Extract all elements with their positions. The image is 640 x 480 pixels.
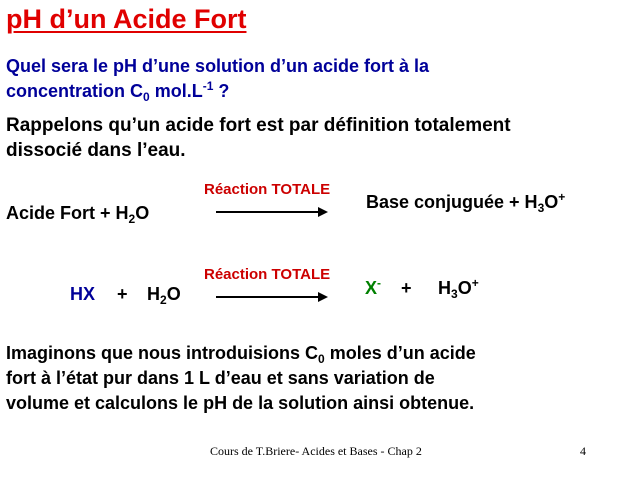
equation2-hydronium-h: H bbox=[438, 278, 451, 298]
equation1-arrow-label: Réaction TOTALE bbox=[204, 181, 331, 198]
question-line-2 bbox=[6, 79, 429, 104]
recall-line-2: dissocié dans l’eau. bbox=[6, 140, 186, 161]
equation2-water-subscript: 2 bbox=[160, 293, 167, 307]
equation2-hydronium bbox=[438, 278, 479, 299]
equation2-hydronium-charge: + bbox=[471, 276, 479, 290]
question-concentration-text: concentration C bbox=[6, 81, 144, 101]
equation1-products-oxygen: O bbox=[544, 192, 559, 212]
equation1-reactants-text: Acide Fort + H bbox=[6, 203, 129, 223]
paragraph-line-2: fort à l’état pur dans 1 L d’eau et sans variation de bbox=[6, 368, 435, 388]
equation1-products-text: Base conjuguée + H bbox=[366, 192, 538, 212]
equation2-x-charge: - bbox=[377, 276, 382, 290]
equation1-products-subscript: 3 bbox=[537, 201, 545, 215]
equation2-arrow-label: Réaction TOTALE bbox=[204, 266, 331, 283]
question-text bbox=[6, 54, 429, 104]
equation1-subscript: 2 bbox=[128, 212, 136, 226]
page-number: 4 bbox=[580, 444, 586, 458]
recall-line-1: Rappelons qu’un acide fort est par définition totalement bbox=[6, 115, 511, 136]
paragraph-line-1-end: moles d’un acide bbox=[324, 343, 476, 363]
equation1-products-charge: + bbox=[558, 190, 566, 204]
equation2-acid: HX bbox=[70, 284, 96, 304]
paragraph-subscript: 0 bbox=[318, 352, 325, 366]
equation1-reactants bbox=[6, 203, 149, 224]
paragraph-line-3: volume et calculons le pH de la solution ainsi obtenue. bbox=[6, 393, 475, 413]
question-superscript: -1 bbox=[202, 79, 214, 93]
question-line-1: Quel sera le pH d’une solution d’un acide fort à la bbox=[6, 56, 430, 76]
reaction-arrow-icon bbox=[216, 290, 328, 304]
equation1-products bbox=[366, 192, 565, 213]
reaction-arrow-icon bbox=[216, 205, 328, 219]
question-unit: mol.L bbox=[149, 81, 203, 101]
scenario-paragraph bbox=[6, 341, 476, 416]
equation2-conjugate-base bbox=[365, 278, 381, 299]
equation2-water-h: H bbox=[147, 284, 160, 304]
equation2-hydronium-subscript: 3 bbox=[451, 287, 458, 301]
equation2-hydronium-o: O bbox=[457, 278, 472, 298]
equation1-oxygen: O bbox=[135, 203, 150, 223]
equation2-plus-1: + bbox=[117, 284, 128, 304]
paragraph-line-1-start: Imaginons que nous introduisions C bbox=[6, 343, 319, 363]
equation2-water bbox=[147, 284, 181, 305]
equation2-x: X bbox=[365, 278, 378, 298]
question-subscript: 0 bbox=[143, 90, 150, 104]
equation2-water-o: O bbox=[166, 284, 181, 304]
slide-footer: Cours de T.Briere- Acides et Bases - Chap 2 bbox=[210, 444, 422, 458]
recall-text bbox=[6, 113, 511, 163]
equation2-plus-2: + bbox=[401, 278, 412, 298]
question-mark: ? bbox=[213, 81, 230, 101]
slide-title: pH d’un Acide Fort bbox=[6, 4, 247, 34]
paragraph-line-1 bbox=[6, 341, 476, 366]
